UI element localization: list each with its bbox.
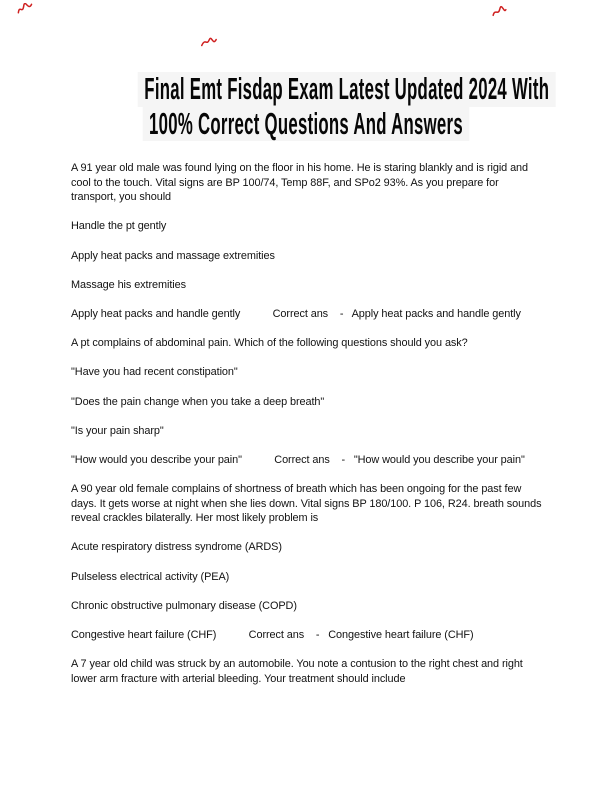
- document-paragraph: Acute respiratory distress syndrome (ARDS): [71, 541, 282, 554]
- document-paragraph: A 7 year old child was struck by an automobile. You note a contusion to the right chest and right lower arm fracture with arterial bleeding. Your treatment should include: [71, 658, 526, 685]
- document-paragraph: "How would you describe your pain" Correct ans - "How would you describe your pain": [71, 453, 525, 466]
- document-paragraph: Pulseless electrical activity (PEA): [71, 570, 230, 583]
- document-paragraph: Congestive heart failure (CHF) Correct ans - Congestive heart failure (CHF): [71, 629, 474, 641]
- red-scribble-icon: [201, 35, 218, 48]
- document-body: [71, 161, 544, 701]
- document-paragraph: "Does the pain change when you take a deep breath": [71, 395, 325, 408]
- document-paragraph: Chronic obstructive pulmonary disease (COPD): [71, 599, 297, 612]
- document-paragraph: Handle the pt gently: [71, 220, 167, 233]
- red-scribble-icon: [16, 2, 33, 16]
- document-paragraph: A 91 year old male was found lying on the floor in his home. He is staring blankly and is rigid and cool to the touch. Vital signs are BP 100/74, Temp 88F, and SPo2 93%. As you prepare for transport, you should: [71, 162, 531, 204]
- document-paragraph: Massage his extremities: [71, 278, 186, 291]
- page-title-line-1: Final Emt Fisdap Exam Latest Updated 2024 With: [138, 72, 475, 107]
- red-scribble-icon: [491, 6, 508, 19]
- page-title: [138, 72, 550, 141]
- document-paragraph: A 90 year old female complains of shortness of breath which has been ongoing for the past few days. It gets worse at night when she lies down. Vital signs BP 180/100. P 106, R24. breath sounds reveal crackles bilaterally. Her most likely problem is: [71, 483, 545, 525]
- document-paragraph: Apply heat packs and handle gently Correct ans - Apply heat packs and handle gently: [71, 307, 521, 320]
- document-paragraph: Apply heat packs and massage extremities: [71, 249, 275, 262]
- page-title-line-2: 100% Correct Questions And Answers: [138, 107, 475, 142]
- document-paragraph: "Is your pain sharp": [71, 424, 164, 437]
- document-paragraph: A pt complains of abdominal pain. Which of the following questions should you ask?: [71, 337, 468, 350]
- document-paragraph: "Have you had recent constipation": [71, 366, 238, 379]
